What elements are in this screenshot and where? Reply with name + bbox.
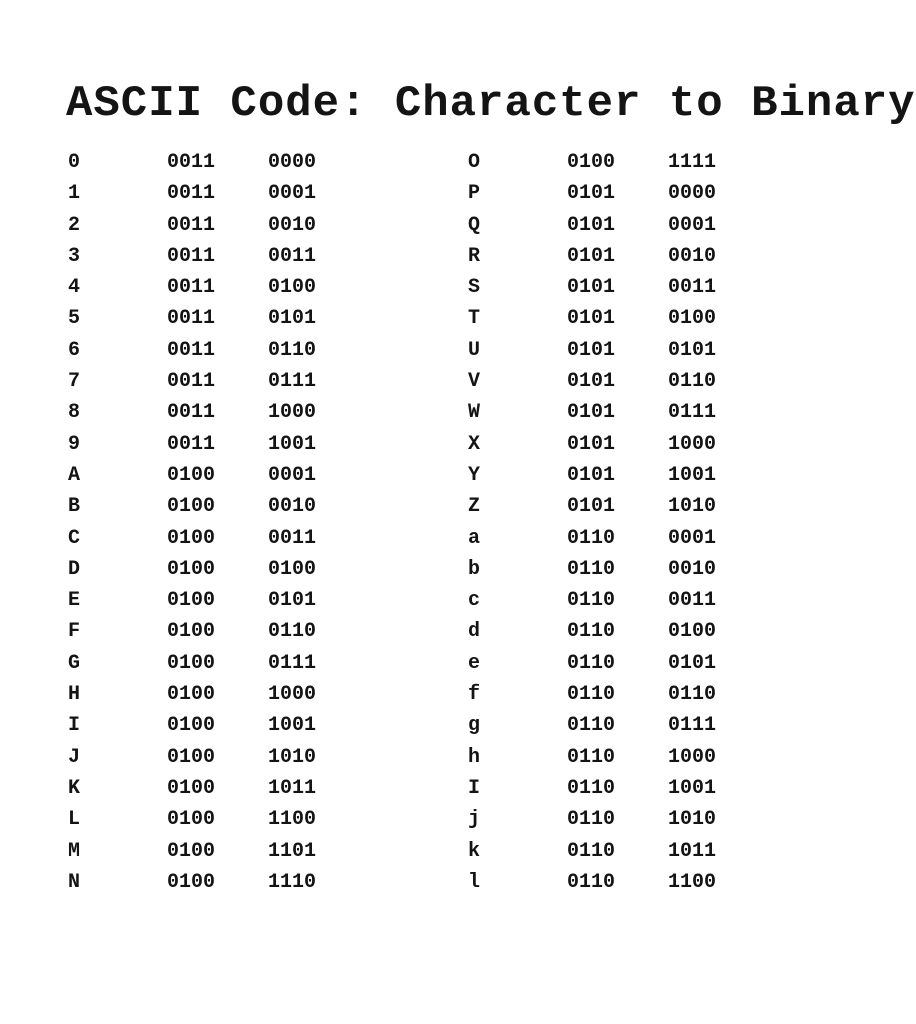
left-binary-high: 0011 bbox=[167, 338, 216, 362]
left-binary-high: 0100 bbox=[167, 776, 216, 800]
right-binary-low: 0010 bbox=[668, 244, 717, 268]
table-row bbox=[0, 649, 768, 680]
right-binary-low: 1001 bbox=[668, 776, 717, 800]
right-character: l bbox=[468, 870, 481, 894]
right-character: j bbox=[468, 808, 481, 832]
right-character: R bbox=[468, 244, 481, 268]
left-character: 7 bbox=[68, 370, 81, 394]
left-binary-high: 0100 bbox=[167, 651, 216, 675]
left-binary-high: 0011 bbox=[167, 276, 216, 300]
right-character: O bbox=[468, 151, 481, 174]
right-binary-low: 0000 bbox=[668, 182, 717, 206]
right-binary-low: 0100 bbox=[668, 307, 717, 331]
right-character: S bbox=[468, 276, 481, 300]
right-binary-low: 1010 bbox=[668, 495, 717, 519]
left-binary-high: 0100 bbox=[167, 839, 216, 863]
right-binary-high: 0110 bbox=[567, 839, 616, 863]
left-character: I bbox=[68, 714, 81, 738]
right-character: h bbox=[468, 745, 481, 769]
right-character: T bbox=[468, 307, 481, 331]
left-binary-low: 0100 bbox=[268, 557, 317, 581]
right-binary-low: 1010 bbox=[668, 808, 717, 832]
right-binary-high: 0101 bbox=[567, 307, 616, 331]
left-binary-high: 0100 bbox=[167, 745, 216, 769]
right-binary-high: 0101 bbox=[567, 182, 616, 206]
table-row bbox=[0, 461, 768, 492]
right-character: k bbox=[468, 839, 481, 863]
table-row bbox=[0, 711, 768, 742]
table-row bbox=[0, 680, 768, 711]
left-binary-high: 0100 bbox=[167, 463, 216, 487]
right-character: V bbox=[468, 370, 481, 394]
table-row bbox=[0, 336, 768, 367]
right-binary-high: 0101 bbox=[567, 276, 616, 300]
left-character: N bbox=[68, 870, 81, 894]
left-binary-low: 1000 bbox=[268, 401, 317, 425]
right-binary-high: 0110 bbox=[567, 745, 616, 769]
right-character: P bbox=[468, 182, 481, 206]
right-binary-low: 0111 bbox=[668, 714, 717, 738]
right-character: Y bbox=[468, 463, 481, 487]
right-binary-low: 0101 bbox=[668, 338, 717, 362]
right-binary-low: 0101 bbox=[668, 651, 717, 675]
table-row bbox=[0, 586, 768, 617]
left-character: M bbox=[68, 839, 81, 863]
page-title: ASCII Code: Character to Binary bbox=[66, 79, 916, 129]
left-binary-high: 0011 bbox=[167, 370, 216, 394]
left-character: J bbox=[68, 745, 81, 769]
right-binary-low: 1000 bbox=[668, 432, 717, 456]
left-binary-low: 0100 bbox=[268, 276, 317, 300]
table-row bbox=[0, 617, 768, 648]
left-character: B bbox=[68, 495, 81, 519]
right-binary-high: 0110 bbox=[567, 651, 616, 675]
right-character: b bbox=[468, 557, 481, 581]
left-binary-low: 1010 bbox=[268, 745, 317, 769]
right-character: f bbox=[468, 683, 481, 707]
left-binary-high: 0011 bbox=[167, 151, 216, 174]
left-binary-low: 0001 bbox=[268, 182, 317, 206]
left-binary-high: 0100 bbox=[167, 808, 216, 832]
left-binary-low: 0010 bbox=[268, 495, 317, 519]
table-row bbox=[0, 743, 768, 774]
right-binary-high: 0110 bbox=[567, 808, 616, 832]
table-row bbox=[0, 367, 768, 398]
right-binary-high: 0100 bbox=[567, 151, 616, 174]
left-binary-low: 0010 bbox=[268, 213, 317, 237]
left-binary-high: 0011 bbox=[167, 244, 216, 268]
left-binary-low: 1101 bbox=[268, 839, 317, 863]
right-binary-high: 0101 bbox=[567, 463, 616, 487]
right-binary-low: 0100 bbox=[668, 620, 717, 644]
table-row bbox=[0, 524, 768, 555]
left-character: 2 bbox=[68, 213, 81, 237]
left-character: 5 bbox=[68, 307, 81, 331]
table-row bbox=[0, 492, 768, 523]
table-row bbox=[0, 430, 768, 461]
left-binary-low: 0110 bbox=[268, 338, 317, 362]
table-row bbox=[0, 774, 768, 805]
left-character: 8 bbox=[68, 401, 81, 425]
left-character: C bbox=[68, 526, 81, 550]
right-character: a bbox=[468, 526, 481, 550]
right-binary-high: 0101 bbox=[567, 432, 616, 456]
left-binary-low: 0101 bbox=[268, 307, 317, 331]
left-binary-high: 0011 bbox=[167, 182, 216, 206]
right-character: U bbox=[468, 338, 481, 362]
right-character: g bbox=[468, 714, 481, 738]
left-character: H bbox=[68, 683, 81, 707]
left-binary-high: 0011 bbox=[167, 213, 216, 237]
left-binary-high: 0011 bbox=[167, 401, 216, 425]
table-row bbox=[0, 242, 768, 273]
table-row bbox=[0, 837, 768, 868]
right-character: Z bbox=[468, 495, 481, 519]
right-binary-low: 1100 bbox=[668, 870, 717, 894]
table-row bbox=[0, 304, 768, 335]
left-binary-low: 0111 bbox=[268, 370, 317, 394]
left-character: E bbox=[68, 589, 81, 613]
left-character: 0 bbox=[68, 151, 81, 174]
left-character: L bbox=[68, 808, 81, 832]
right-binary-high: 0110 bbox=[567, 870, 616, 894]
left-character: 3 bbox=[68, 244, 81, 268]
table-row bbox=[0, 148, 768, 179]
right-character: c bbox=[468, 589, 481, 613]
left-character: G bbox=[68, 651, 81, 675]
right-binary-low: 1111 bbox=[668, 151, 717, 174]
right-binary-high: 0110 bbox=[567, 683, 616, 707]
left-character: D bbox=[68, 557, 81, 581]
left-character: K bbox=[68, 776, 81, 800]
right-binary-high: 0110 bbox=[567, 526, 616, 550]
left-binary-high: 0100 bbox=[167, 526, 216, 550]
left-binary-low: 1001 bbox=[268, 432, 317, 456]
right-character: X bbox=[468, 432, 481, 456]
left-binary-low: 1110 bbox=[268, 870, 317, 894]
left-binary-low: 1100 bbox=[268, 808, 317, 832]
right-binary-high: 0101 bbox=[567, 338, 616, 362]
left-binary-high: 0011 bbox=[167, 307, 216, 331]
left-binary-low: 0111 bbox=[268, 651, 317, 675]
right-binary-low: 0001 bbox=[668, 213, 717, 237]
right-binary-high: 0101 bbox=[567, 495, 616, 519]
table-row bbox=[0, 398, 768, 429]
right-binary-low: 1000 bbox=[668, 745, 717, 769]
table-row bbox=[0, 555, 768, 586]
right-binary-high: 0110 bbox=[567, 589, 616, 613]
ascii-code-table bbox=[0, 148, 768, 899]
left-binary-low: 1000 bbox=[268, 683, 317, 707]
left-character: F bbox=[68, 620, 81, 644]
left-binary-low: 0001 bbox=[268, 463, 317, 487]
table-row bbox=[0, 273, 768, 304]
table-row bbox=[0, 211, 768, 242]
right-binary-low: 1001 bbox=[668, 463, 717, 487]
left-character: 9 bbox=[68, 432, 81, 456]
right-binary-high: 0110 bbox=[567, 776, 616, 800]
right-binary-high: 0101 bbox=[567, 244, 616, 268]
right-binary-high: 0110 bbox=[567, 714, 616, 738]
left-binary-low: 0000 bbox=[268, 151, 317, 174]
right-character: I bbox=[468, 776, 481, 800]
right-binary-high: 0101 bbox=[567, 213, 616, 237]
table-row bbox=[0, 179, 768, 210]
left-binary-high: 0011 bbox=[167, 432, 216, 456]
right-binary-low: 0110 bbox=[668, 370, 717, 394]
left-binary-high: 0100 bbox=[167, 557, 216, 581]
left-binary-high: 0100 bbox=[167, 620, 216, 644]
left-binary-high: 0100 bbox=[167, 870, 216, 894]
left-binary-low: 1011 bbox=[268, 776, 317, 800]
table-row bbox=[0, 805, 768, 836]
left-binary-high: 0100 bbox=[167, 495, 216, 519]
right-binary-high: 0101 bbox=[567, 370, 616, 394]
right-binary-low: 0110 bbox=[668, 683, 717, 707]
right-binary-low: 0111 bbox=[668, 401, 717, 425]
right-binary-low: 0001 bbox=[668, 526, 717, 550]
right-character: Q bbox=[468, 213, 481, 237]
left-binary-low: 1001 bbox=[268, 714, 317, 738]
right-binary-high: 0110 bbox=[567, 620, 616, 644]
left-binary-high: 0100 bbox=[167, 714, 216, 738]
left-binary-low: 0110 bbox=[268, 620, 317, 644]
right-binary-high: 0101 bbox=[567, 401, 616, 425]
right-character: d bbox=[468, 620, 481, 644]
right-binary-low: 0010 bbox=[668, 557, 717, 581]
right-character: W bbox=[468, 401, 481, 425]
left-binary-low: 0101 bbox=[268, 589, 317, 613]
right-binary-low: 0011 bbox=[668, 589, 717, 613]
right-binary-low: 0011 bbox=[668, 276, 717, 300]
left-character: A bbox=[68, 463, 81, 487]
table-row bbox=[0, 868, 768, 899]
left-binary-low: 0011 bbox=[268, 526, 317, 550]
left-character: 4 bbox=[68, 276, 81, 300]
right-character: e bbox=[468, 651, 481, 675]
left-binary-low: 0011 bbox=[268, 244, 317, 268]
right-binary-low: 1011 bbox=[668, 839, 717, 863]
left-character: 6 bbox=[68, 338, 81, 362]
right-binary-high: 0110 bbox=[567, 557, 616, 581]
left-binary-high: 0100 bbox=[167, 683, 216, 707]
left-character: 1 bbox=[68, 182, 81, 206]
left-binary-high: 0100 bbox=[167, 589, 216, 613]
